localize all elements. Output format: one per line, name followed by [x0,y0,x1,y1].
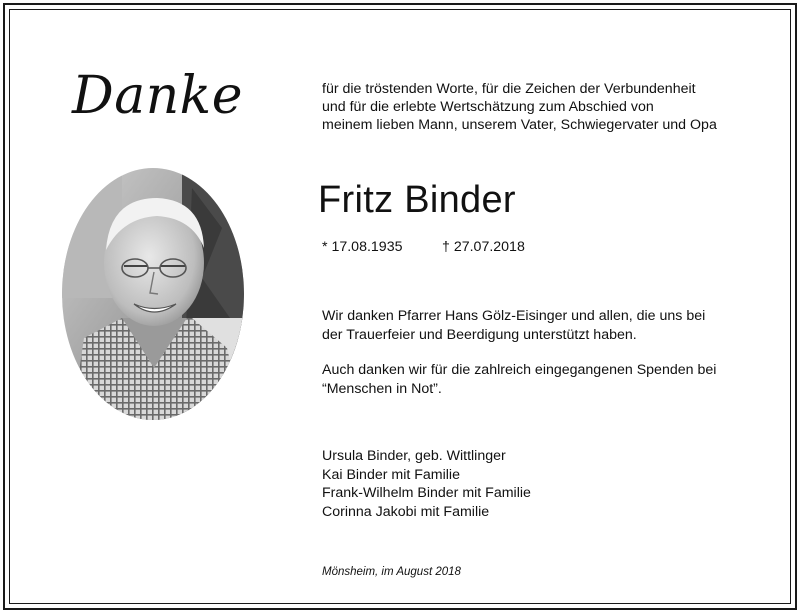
birth-date: * 17.08.1935 [322,239,403,255]
place-date: Mönsheim, im August 2018 [322,566,461,578]
donation-line: “Menschen in Not”. [322,380,442,397]
donation-line: Auch danken wir für die zahlreich eingegangenen Spenden bei [322,362,717,378]
life-dates [322,238,525,256]
deceased-name: Fritz Binder [318,179,516,221]
donation-paragraph [322,361,716,398]
death-date: † 27.07.2018 [442,239,525,255]
family-member: Ursula Binder, geb. Wittlinger [322,448,506,464]
portrait-photo [62,168,244,420]
family-member: Corinna Jakobi mit Familie [322,503,490,520]
family-member: Frank-Wilhelm Binder mit Familie [322,485,531,501]
thanks-paragraph [322,307,705,344]
intro-text [322,80,762,134]
intro-line: meinem lieben Mann, unserem Vater, Schwiegervater und Opa [322,117,717,133]
intro-line: für die tröstenden Worte, für die Zeichen der Verbundenheit [322,81,696,97]
intro-line: und für die erlebte Wertschätzung zum Abschied von [322,99,654,115]
heading-danke: Danke [72,66,243,126]
family-member: Kai Binder mit Familie [322,466,460,483]
thanks-line: Wir danken Pfarrer Hans Gölz-Eisinger und allen, die uns bei [322,308,706,324]
thanks-line: der Trauerfeier und Beerdigung unterstützt haben. [322,326,637,343]
family-signatures [322,447,531,521]
